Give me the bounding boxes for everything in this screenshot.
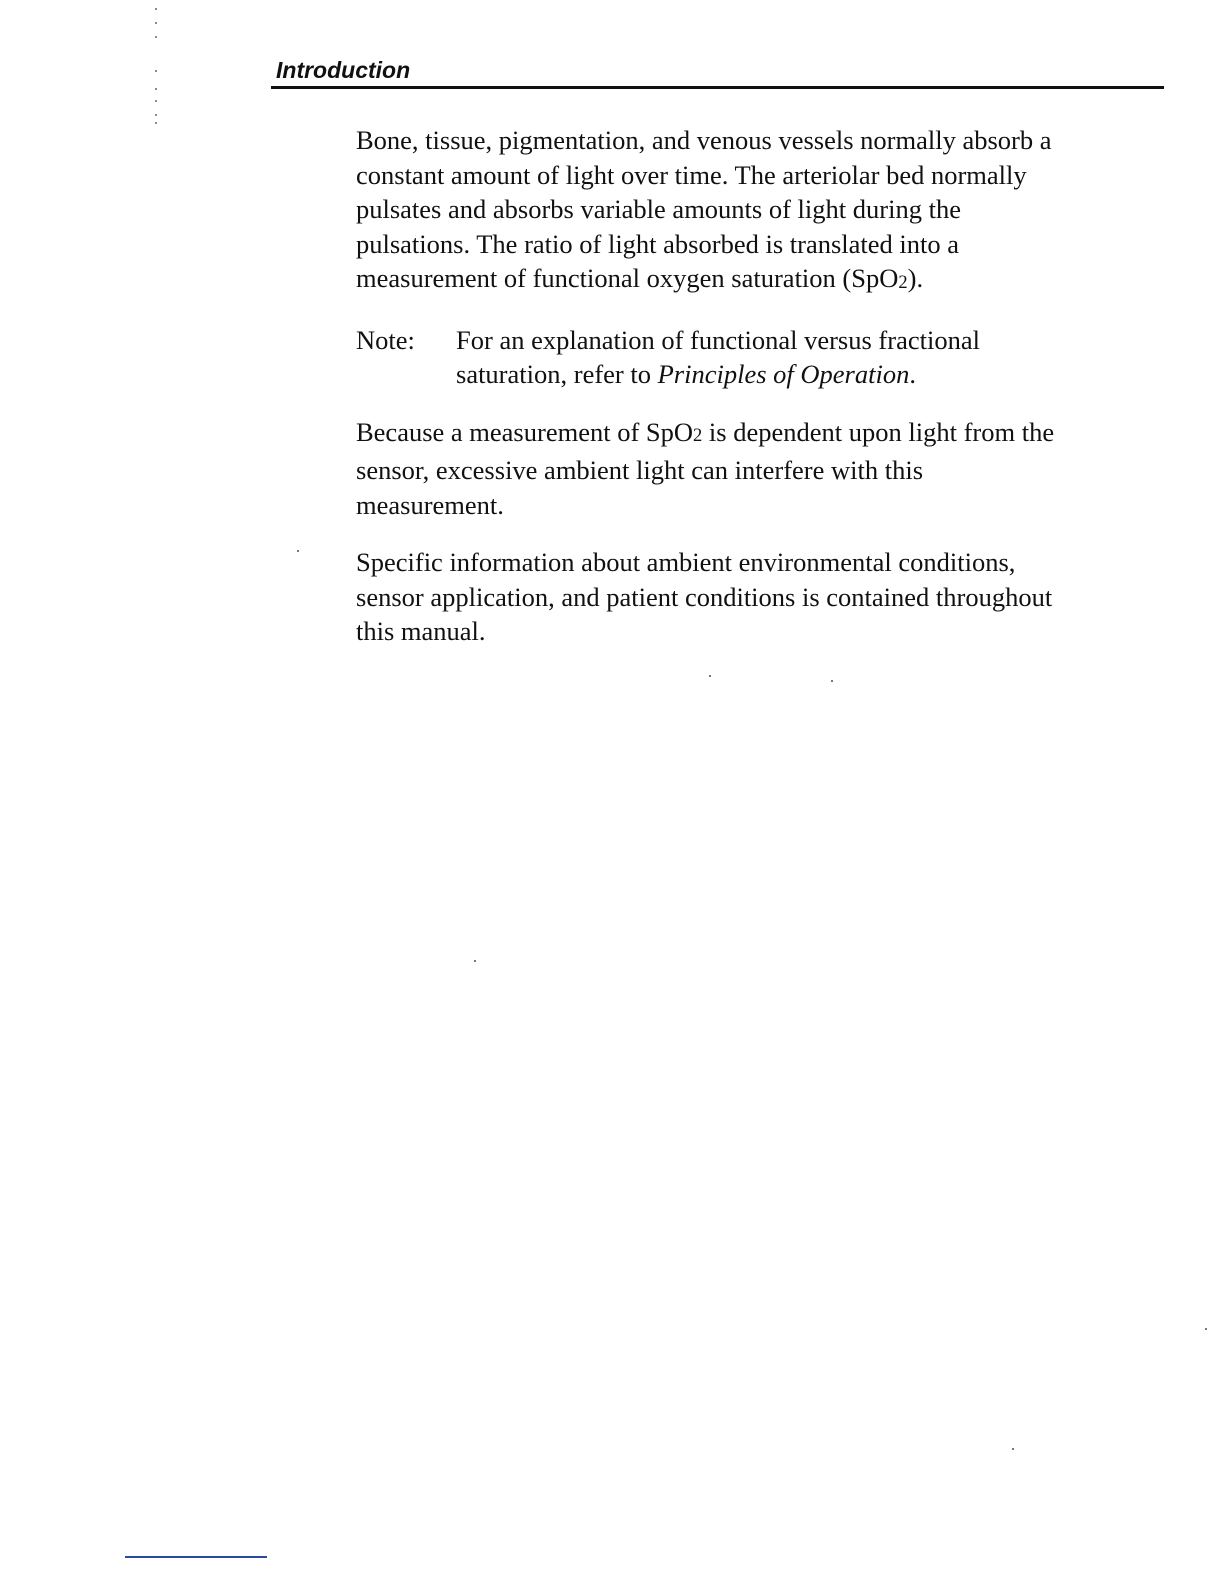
text-line: this manual. — [356, 616, 486, 646]
text-line — [356, 415, 1168, 454]
scan-speck — [297, 550, 299, 552]
paragraph-specific-information — [356, 545, 1168, 649]
text-line — [356, 261, 1168, 300]
text-line: measurement. — [356, 489, 504, 520]
text-line: sensor, excessive ambient light can interfere with this — [356, 455, 924, 485]
scan-speck — [709, 675, 711, 677]
text-fragment: Because a measurement of SpO — [356, 416, 694, 447]
paragraph-ambient-light — [356, 415, 1168, 523]
text-line: Bone, tissue, pigmentation, and venous vessels normally absorb a — [356, 125, 1052, 155]
body-text — [356, 123, 1168, 672]
text-line: Specific information about ambient environmental conditions, — [356, 547, 1016, 577]
text-line: pulsates and absorbs variable amounts of light during the — [356, 194, 961, 224]
scan-speck — [474, 960, 476, 962]
section-header — [271, 52, 1164, 92]
binding-marks — [155, 8, 157, 128]
text-line: constant amount of light over time. The arteriolar bed normally — [356, 159, 1027, 190]
subscript: 2 — [693, 425, 703, 447]
principles-of-operation-reference: Principles of Operation — [657, 359, 910, 389]
text-line: pulsations. The ratio of light absorbed is translated into a — [356, 228, 960, 259]
note-text — [456, 323, 1168, 392]
text-fragment: . — [909, 359, 916, 389]
text-line: sensor application, and patient conditions is contained throughout — [356, 581, 1053, 612]
text-line: For an explanation of functional versus fractional — [456, 324, 980, 355]
scan-speck — [1012, 1448, 1014, 1450]
text-fragment: ). — [907, 263, 924, 293]
text-fragment: saturation, refer to — [456, 359, 658, 389]
scan-speck — [831, 680, 833, 682]
text-fragment: measurement of functional oxygen saturation (SpO — [356, 263, 899, 293]
subscript: 2 — [898, 271, 908, 293]
section-divider — [271, 86, 1164, 89]
note-label: Note: — [356, 324, 415, 355]
paragraph-pulse-oximetry — [356, 123, 1168, 300]
section-title: Introduction — [276, 57, 411, 83]
text-fragment: is dependent upon light from the — [702, 416, 1055, 447]
note-block — [356, 323, 1168, 392]
scan-speck — [1205, 1328, 1207, 1330]
text-line — [456, 357, 1168, 392]
footer-rule — [125, 1556, 267, 1558]
